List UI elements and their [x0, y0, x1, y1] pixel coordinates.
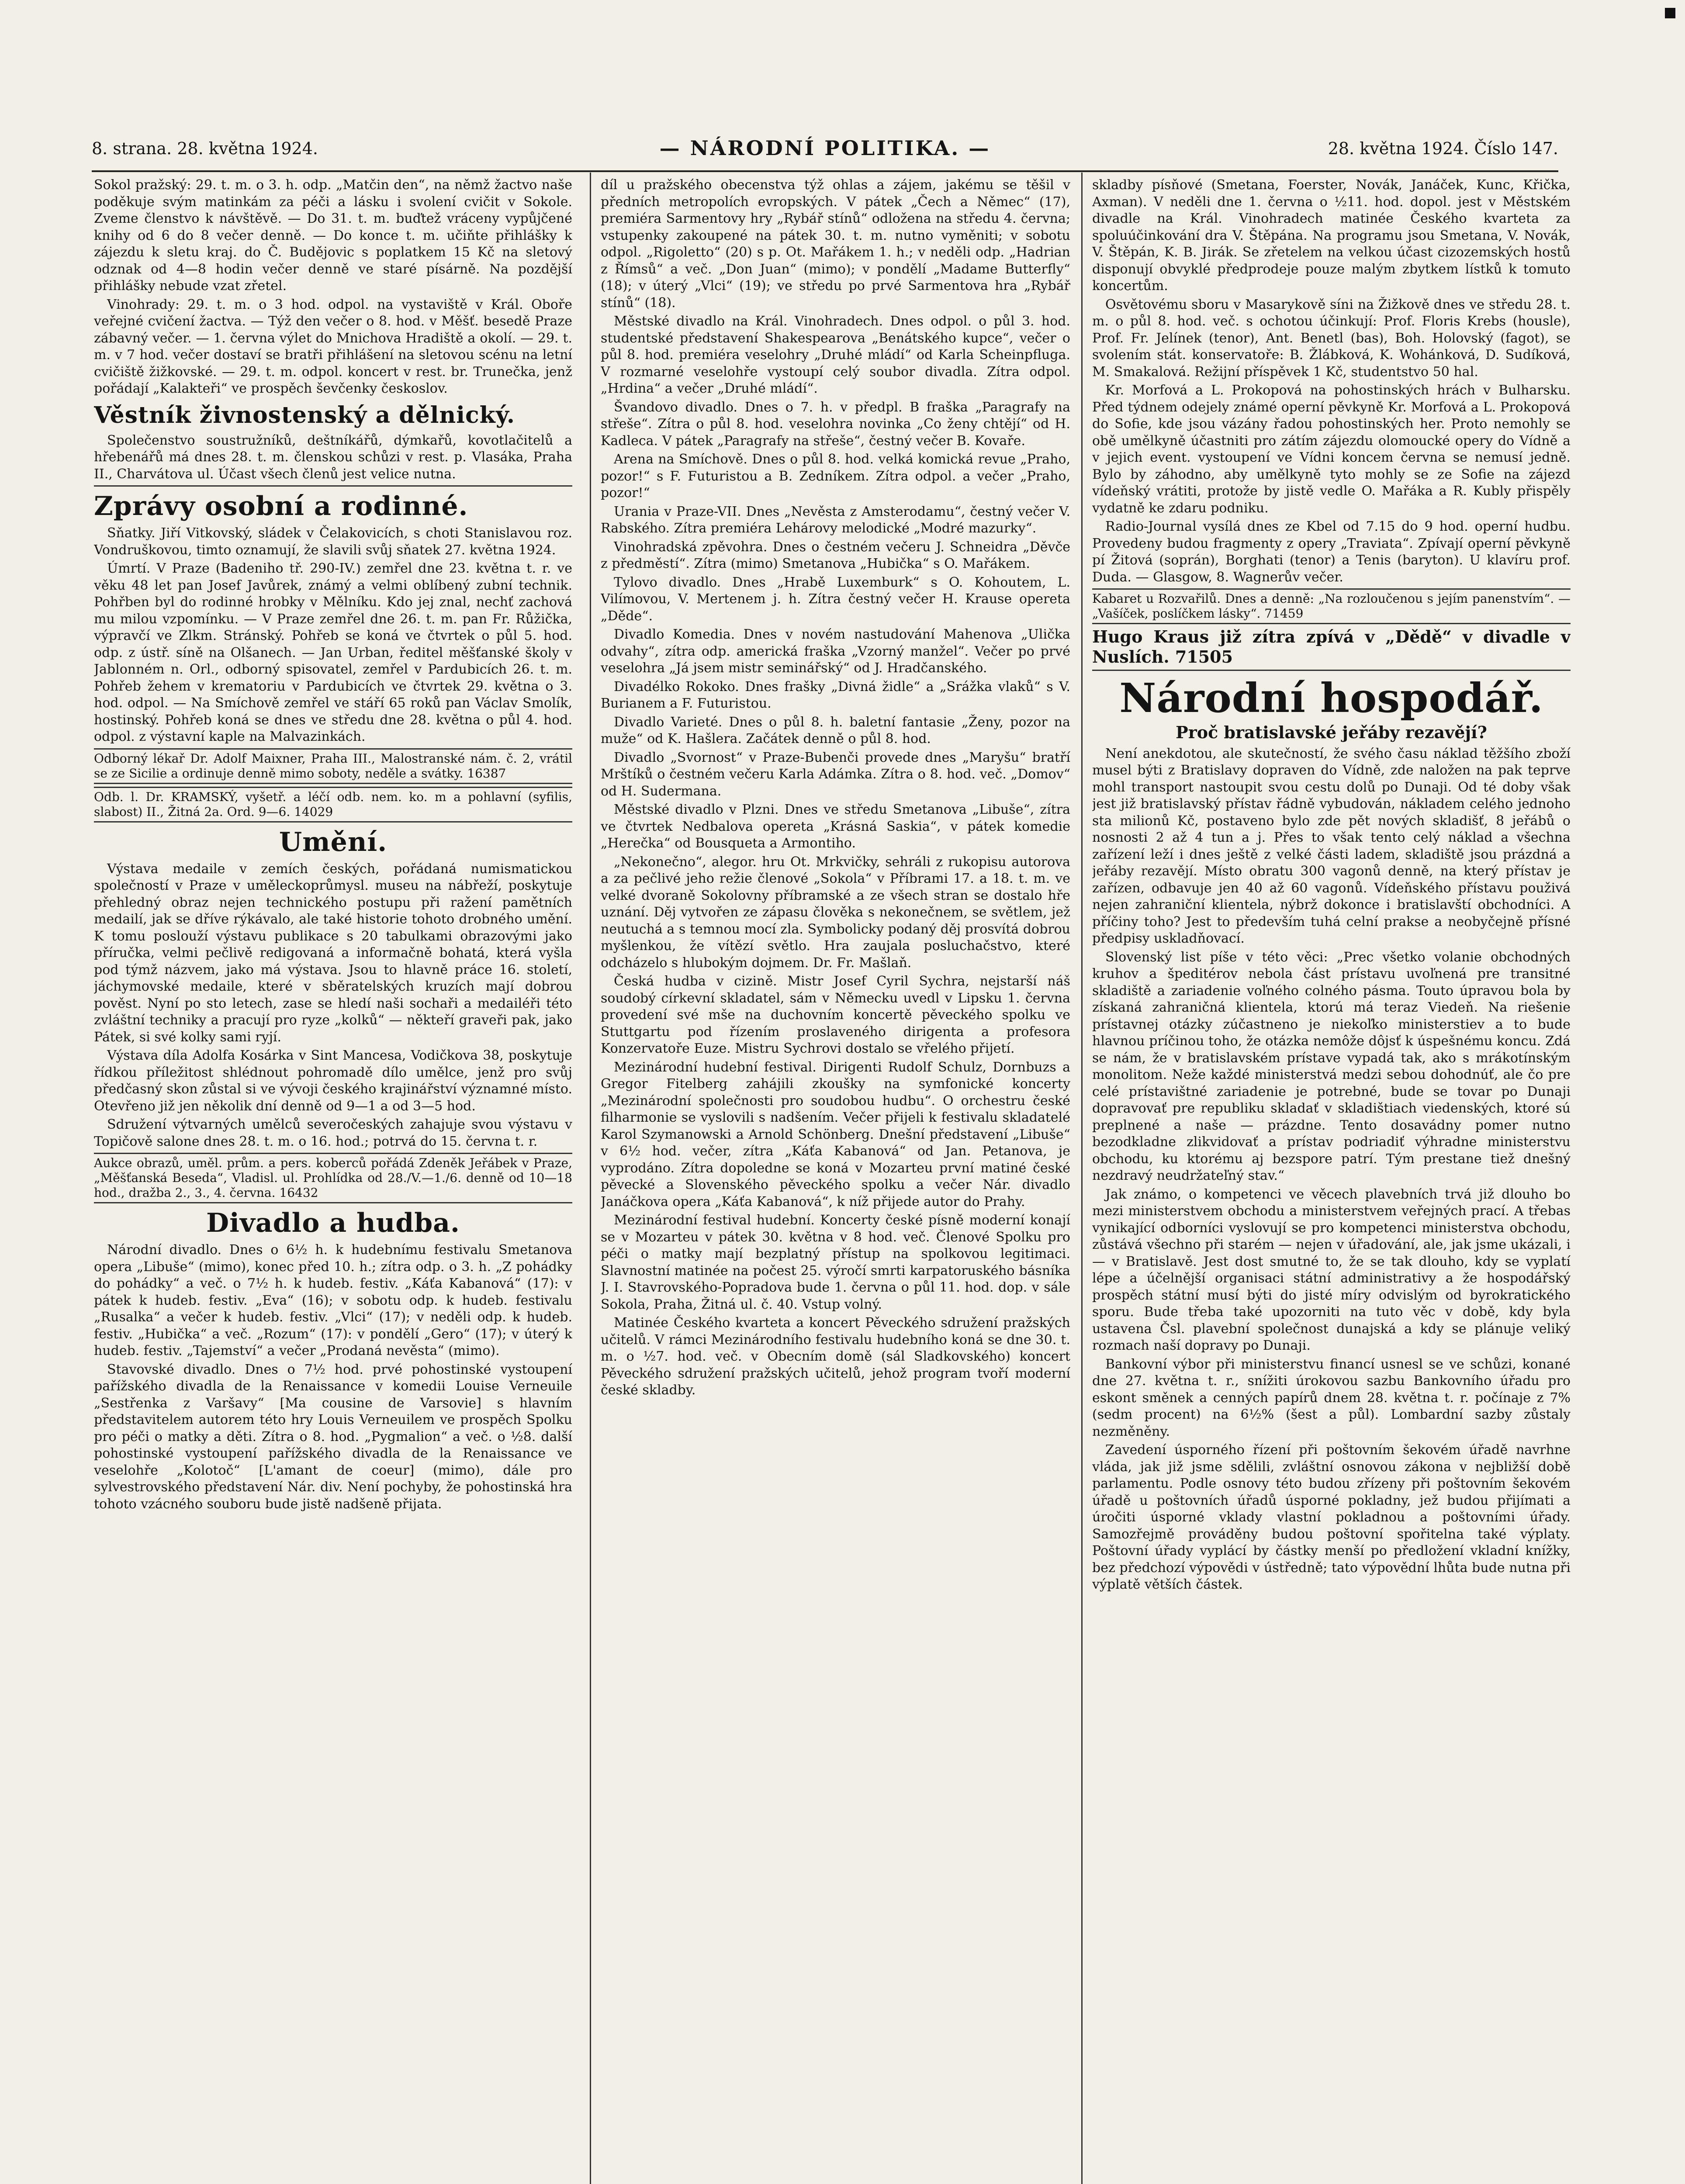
article-tylovo: Tylovo divadlo. Dnes „Hrabě Luxemburk“ s O. Kohoutem, L. Vilímovou, V. Mertenem j. h. Zítra čestný večer H. Krause opereta „Děde“. — [601, 574, 1070, 624]
column-divider — [1081, 173, 1083, 2184]
column-divider — [590, 173, 591, 2184]
article-rokoko: Divadélko Rokoko. Dnes frašky „Divná židle“ a „Srážka vlaků“ s V. Burianem a F. Futuristou. — [601, 679, 1070, 711]
article-osvetovy-sbor: Osvětovému sboru v Masarykově síni na Žižkově dnes ve středu 28. t. m. o půl 8. hod. več. s ochotou účinkují: Prof. Floris Krebs (housle), Prof. Fr. Jelínek (tenor), Ant. Benetl (bas), Boh. Holovský (fagot), se svolením stát. konservatoře: B. Žlábková, K. Wohánková, D. Sudíková, M. Smakalová. Režijní příspěvek 1 Kč, studentstvo 50 hal. — [1092, 297, 1571, 380]
column-2 — [601, 177, 1070, 2184]
section-heading-vestnik: Věstník živnostenský a dělnický. — [94, 401, 516, 429]
column-1 — [94, 177, 572, 2184]
page-date-left: 8. strana. 28. května 1924. — [92, 139, 318, 158]
header-rule — [92, 170, 1558, 172]
article-morfova: Kr. Morfová a L. Prokopová na pohostinských hrách v Bulharsku. Před týdnem odejely známé operní pěvkyně Kr. Morfová a L. Prokopová do Sofie, kde jsou vázány řadou pohostinských her. Proto nemohly se obě umělkyně účastniti pro zátím zájezdu olomoucké opery do Vídně a v jejich event. vystoupení ve Vídni koncem června se nemusí jedně. Bylo by záhodno, aby umělkyně tyto mohly se ze Sofie na zájezd vídeňský vrátiti, protože by jistě vedle O. Mařáka a R. Kubly přispěly vydatně ke zdaru podniku. — [1092, 383, 1571, 516]
article-vinohradska-zpevohra: Vinohradská zpěvohra. Dnes o čestném večeru J. Schneidra „Děvče z předměstí“. Zítra (mimo) Smetanova „Hubička“ s O. Mařákem. — [601, 539, 1070, 571]
article-mestske-divadlo: Městské divadlo na Král. Vinohradech. Dnes odpol. o půl 3. hod. studentské představení Shakespearova „Benátského kupce“, večer o půl 8. hod. premiéra veselohry „Druhé mládí“ od Karla Scheinpfluga. V rozmarné veselohře vystoupí celý soubor divadla. Zítra odpol. „Hrdina“ a večer „Druhé mládí“. — [601, 314, 1070, 396]
ad-hugo-kraus: Hugo Kraus již zítra zpívá v „Dědě“ v divadle v Nuslích. 71505 — [1092, 627, 1571, 671]
corner-mark — [1665, 8, 1675, 18]
article-svandovo: Švandovo divadlo. Dnes o 7. h. v předpl. B fraška „Paragrafy na střeše“. Zítra o půl 8. hod. veselohra novinka „Co ženy chtějí“ od H. Kadleca. V pátek „Paragrafy na střeše“, čestný večer B. Kovaře. — [601, 399, 1070, 449]
article-matinee: Matinée Českého kvarteta a koncert Pěveckého sdružení pražských učitelů. V rámci Mezinárodního festivalu hudebního koná se dne 30. t. m. o ½7. hod. več. v Obecním domě (sál Sladkovského) koncert Pěveckého sdružení pražských učitelů, jehož program tvoří moderní české skladby. — [601, 1315, 1070, 1398]
article-umrti: Úmrtí. V Praze (Badeniho tř. 290-IV.) zemřel dne 23. května t. r. ve věku 48 let pan Josef Javůrek, známý a velmi oblíbený zubní technik. Pohřben byl do rodinné hrobky v Mělníku. Kdo jej znal, nechť zachová mu milou vzpomínku. — V Praze zemřel dne 26. t. m. pan Fr. Růžička, výpravčí ve Zlkm. Stránský. Pohřeb se koná ve čtvrtek o půl 5. hod. odp. z ústř. síně na Olšanech. — Jan Urban, ředitel měšťanské školy v Jablonném n. Orl., odborný spisovatel, zemřel v Pardubicích 26. t. m. Pohřeb žehem v krematoriu v Pardubicích ve čtvrtek 29. května o 3. hod. odpol. — Na Smíchově zemřel ve stáří 65 roků pan Václav Smolík, hostinský. Pohřeb koná se dnes ve středu dne 28. května o půl 4. hod. odpol. z výstavní kaple na Malvazinkách. — [94, 561, 572, 744]
article-arena: Arena na Smíchově. Dnes o půl 8. hod. velká komická revue „Praho, pozor!“ s F. Futuristou a B. Zedníkem. Zítra odpol. a večer „Praho, pozor!“ — [601, 452, 1070, 501]
section-heading-divadlo: Divadlo a hudba. — [206, 1208, 460, 1238]
masthead-title: — NÁRODNÍ POLITIKA. — — [659, 136, 991, 160]
article-hospodar-1: Není anekdotou, ale skutečností, že svého času náklad těžšího zboží musel býti z Bratislavy dopraven do Vídně, zde naložen na pak teprve mohl transport nastoupit svou cestu dolů po Dunaji. Od té doby však jest již bratislavský přístav řádně vybudován, nákladem celého jednoho sta milionů Kč, postaveno bylo zde pět nových skladišť, 8 jeřábů o nosnosti 2 až 4 tun a j. Přes to však tento celý náklad a všechna zařízení leží i dnes ještě z velké části ladem, skladiště jsou prázdná a jeřáby rezavějí. Místo obratu 300 vagonů denně, na který přístav je zařízen, odbavuje jen 40 až 60 vagonů. Vídeňského přístavu použivá nejen zahraniční klientela, nýbrž dokonce i bratislavští obchodníci. A příčiny toho? Jest to především tuhá celní prakse a neobyčejně přísné předpisy uskladňovací. — [1092, 746, 1571, 946]
article-komedia: Divadlo Komedia. Dnes v novém nastudování Mahenova „Ulička odvahy“, zítra odp. americká fraška „Vzorný manžel“. Večer po prvé veselohra „Já jsem mistr seminářský“ od J. Hradčanského. — [601, 627, 1070, 676]
section-heading-zpravy: Zprávy osobní a rodinné. — [94, 491, 468, 522]
divider — [94, 485, 572, 487]
article-subheading: Proč bratislavské jeřáby rezavějí? — [1176, 722, 1487, 742]
article-snatky: Sňatky. Jiří Vitkovský, sládek v Čelakovicích, s choti Stanislavou roz. Vondruškovou, timto oznamují, že slavili svůj sňatek 27. května 1924. — [94, 525, 572, 558]
article-umeni-sdruzeni: Sdružení výtvarných umělců severočeských zahajuje svou výstavu v Topičově salone dnes 28. t. m. o 16. hod.; potrvá do 15. června t. r. — [94, 1117, 572, 1149]
ad-maixner: Odborný lékař Dr. Adolf Maixner, Praha III., Malostranské nám. č. 2, vrátil se ze Sicilie a ordinuje denně mimo soboty, neděle a svátky. 16387 — [94, 748, 572, 784]
article-mezinarodni-festival: Mezinárodní hudební festival. Dirigenti Rudolf Schulz, Dornbuzs a Gregor Fitelberg zahájili zkoušky na symfonické koncerty „Mezinárodní společnosti pro soudobou hudbu“. O orchestru české filharmonie se vyslovili s nadšením. Večer přijeli k festivalu skladatelé Karol Szymanowski a Arnold Schönberg. Dnešní představení „Libuše“ v 6½ hod. večer, zítra „Káťa Kabanová“ od Jan. Petanova, je vyprodáno. Zítra dopoledne se koná v Mozarteu první matiné české pěvecké a Slovenského pěveckého spolku a večer Nár. divadlo Janáčkova opera „Káťa Kabanová“, k níž přijede autor do Prahy. — [601, 1059, 1070, 1209]
page-date-number: 28. května 1924. Číslo 147. — [1328, 139, 1558, 158]
article-hospodar-3: Jak známo, o kompetenci ve věcech plavebních trvá již dlouho bo mezi ministerstvem obchodu a ministerstvem veřejných prací. A třebas vynikající odborníci vyslovují se pro kompetenci ministerstva obchodu, zůstává všechno při starém — nejen v úřadování, ale, jak jsme ukázali, i — v Bratislavě. Jest dost smutné to, že se tak dlouho, kdy se vyplatí lépe a účelnější organisaci státní administrativy a že hospodářský prospěch státní musí býti do jisté míry odvislým od byrokratického sporu. Bude třeba také upozorniti na tuto věc v době, kdy byla ustavena Čsl. plavební společnost dunajská a kdy se plánuje veliký rozmach naší dopravy po Dunaji. — [1092, 1186, 1571, 1353]
article-vinohrady: Vinohrady: 29. t. m. o 3 hod. odpol. na vystaviště v Král. Oboře veřejné cvičení žactva. — Týž den večer o 8. hod. v Měšť. besedě Praze zábavný večer. — 1. června výlet do Mnichova Hradiště a okolí. — 29. t. m. v 7 hod. večer dostaví se bratři přihlášení na sletovou scénu na letní cvičiště žižkovské. — 29. t. m. odpol. koncert v rest. br. Trunečka, jenž pořádají „Kalakteři“ ve prospěch ševčenky českoslov. — [94, 297, 572, 396]
article-narodni-divadlo: Národní divadlo. Dnes o 6½ h. k hudebnímu festivalu Smetanova opera „Libuše“ (mimo), konec před 10. h.; zítra odp. o 3. h. „Z pohádky do pohádky“ a več. o 7½ h. k hudeb. festiv. „Káťa Kabanová“ (17): v pátek k hudeb. festiv. „Eva“ (16); v sobotu odp. k hudeb. festivalu „Rusalka“ a večer k hudeb. festiv. „Vlci“ (17); v neděli odp. k hudeb. festiv. „Hubička“ a več. „Rozum“ (17): v pondělí „Gero“ (17); v úterý k hudeb. festiv. „Tajemství“ a večer „Prodaná nevěsta“ (mimo). — [94, 1242, 572, 1358]
article-variete: Divadlo Varieté. Dnes o půl 8. h. baletní fantasie „Ženy, pozor na muže“ od K. Hašlera. Začátek denně o půl 8. hod. — [601, 714, 1070, 746]
ad-aukce: Aukce obrazů, uměl. prům. a pers. koberců pořádá Zdeněk Jeřábek v Praze, „Měšťanská Beseda“, Vladisl. ul. Prohlídka od 28./V.—1./6. denně od 10—18 hod., dražba 2., 3., 4. června. 16432 — [94, 1153, 572, 1203]
column-3 — [1092, 177, 1571, 2184]
article-nekonecno: „Nekonečno“, alegor. hru Ot. Mrkvičky, sehráli z rukopisu autorova a za pečlivé jeho režie členové „Sokola“ v Příbrami 17. a 18. t. m. ve velké dvoraně Sokolovny příbramské a ze všech stran se dostalo hře uznání. Děj vytvořen ze zápasu člověka s nekonečnem, se světlem, jež neutuchá a s temnou mocí zla. Symbolicky podaný děj prosvítá dobrou myšlenkou, že vítězí světlo. Hra zaujala posluchačstvo, které odcházelo s hlubokým dojmem. Dr. Fr. Mašlaň. — [601, 854, 1070, 971]
article-festival-hudebni: Mezinárodní festival hudební. Koncerty české písně moderní konají se v Mozarteu v pátek 30. května v 8 hod. več. Členové Spolku pro péči o matky mají bezplatný přístup na spolkovou legitimaci. Slavnostní matinée na počest 25. výročí smrti karpatoruského básníka J. I. Stavrovského-Popradova bude 1. června o půl 11. hod. dop. v sále Sokola, Praha, Žitná ul. č. 40. Vstup volný. — [601, 1213, 1070, 1312]
ad-kabaret: Kabaret u Rozvařilů. Dnes a denně: „Na rozloučenou s jejím panenstvím“. — „Vašíček, poslíčkem lásky“. 71459 — [1092, 588, 1571, 624]
page-header — [92, 136, 1558, 174]
article-continued: díl u pražského obecenstva týž ohlas a zájem, jakému se těšil v předních metropolích evropských. V pátek „Čech a Němec“ (17), premiéra Sarmentovy hry „Rybář stínů“ odložena na středu 4. června; vstupenky zakoupené na pátek 30. t. m. nutno vyměniti; v sobotu odpol. „Rigoletto“ (20) s p. Ot. Mařákem 1. h.; v neděli odp. „Hadrian z Římsů“ a več. „Don Juan“ (mimo); v pondělí „Madame Butterfly“ (18); v úterý „Vlci“ (19); ve středu po prvé Sarmentova hra „Rybář stínů“ (18). — [601, 177, 1070, 311]
article-vestnik: Společenstvo soustružníků, deštníkářů, dýmkařů, kovotlačitelů a hřebenářů má dnes 28. t. m. členskou schůzi v rest. p. Vlasáka, Praha II., Charvátova ul. Účast všech členů jest velice nutna. — [94, 432, 572, 482]
section-heading-hospodar: Národní hospodář. — [1119, 674, 1543, 722]
section-heading-umeni: Umění. — [279, 826, 388, 857]
article-umeni-medaile: Výstava medaile v zemích českých, pořádaná numismatickou společností v Praze v uměleckoprůmysl. museu na nábřeží, poskytuje přehledný obraz nejen technického postupu při ražení pamětních medailí, jak se dříve rýkávalo, ale také historie tohoto drobného umění. K tomu poslouží výstavu publikace s 20 tabulkami obrazovými jako příručka, velmi pečlivě redigovaná a informačně bohatá, která vyšla pod týmž názvem, jako má výstava. Jsou to hlavně práce 16. století, jáchymovské medaile, které v sběratelských kruzích mají dobrou pověst. Nyní po sto letech, zase se hledí naši sochaři a medailéři této zvláštní techniky a pracují pro ryze „kolků“ — někteří graveři pak, jako Pátek, si své kolky sami ryjí. — [94, 861, 572, 1045]
article-postovni-sporitelna: Zavedení úsporného řízení při poštovním šekovém úřadě navrhne vláda, jak již jsme sdělili, zvláštní osnovou zákona v nejbližší době parlamentu. Podle osnovy této budou zřízeny při poštovním šekovém úřadě u poštovních úřadů úsporné pokladny, jež budou přijímati a úročiti úsporné vklady vlastní pokladnou a poštovními úřady. Samozřejmě prováděny budou poštovní spořitelna také výplaty. Poštovní úřady vyplácí by částky menší po předložení vkladní knížky, bez předchozí výpovědi v ústředně; tato výpovědní lhůta bude nutna při výplatě větších částek. — [1092, 1442, 1571, 1592]
article-sokol: Sokol pražský: 29. t. m. o 3. h. odp. „Matčin den“, na němž žactvo naše poděkuje svým matinkám za péči a lásku i svolení cvičit v Sokole. Zveme členstvo k návštěvě. — Do 31. t. m. buďtež vráceny vypůjčené knihy od 6 do 8 večer denně. — Do konce t. m. učiňte přihlášky k zájezdu k sletu kraj. do Č. Budějovic s poplatkem 15 Kč na sletový odznak od 4—8 hodin večer denně ve staré písárně. Na pozdější přihlášky nebude vzat zřetel. — [94, 177, 572, 294]
article-stavovske-divadlo: Stavovské divadlo. Dnes o 7½ hod. prvé pohostinské vystoupení pařížského divadla de la Renaissance v komedii Louise Verneuile „Sestřenka z Varšavy“ [Ma cousine de Varsovie] s hlavním představitelem autorem této hry Louis Verneuilem ve prospěch Spolku pro péči o matky a děti. Zítra o 8. hod. „Pygmalion“ a več. o ½8. další pohostinské vystoupení pařížského divadla de la Renaissance ve veselohře „Kolotoč“ [L'amant de coeur] (mimo), dále pro sylvestrovského představení Nár. div. Není pochyby, že pohostinská hra tohoto vzácného souboru bude jistě nadšeně přijata. — [94, 1362, 572, 1512]
article-umeni-kosarek: Výstava díla Adolfa Kosárka v Sint Mancesa, Vodičkova 38, poskytuje řídkou příležitost shlédnout pohromadě dílo umělce, jenž pro svůj předčasný skon zůstal si ve vývoji českého krajinářství významné místo. Otevřeno již jen několik dní denně od 9—1 a od 3—5 hod. — [94, 1048, 572, 1114]
ad-kramsky: Odb. l. Dr. KRAMSKÝ, vyšetř. a léčí odb. nem. ko. m a pohlavní (syfilis, slabost) II., Žitná 2a. Ord. 9—6. 14029 — [94, 787, 572, 822]
article-skladby: skladby písňové (Smetana, Foerster, Novák, Janáček, Kunc, Křička, Axman). V neděli dne 1. června o ½11. hod. dopol. jest v Městském divadle na Král. Vinohradech matinée Českého kvarteta za spoluúčinkování dra V. Štěpána. Na programu jsou Smetana, V. Novák, V. Štěpán, K. B. Jirák. Se zřetelem na velkou účast cizozemských hostů disponují obvyklé předprodeje pouze malým zbytkem lístků k tomuto koncertům. — [1092, 177, 1571, 294]
article-svornost: Divadlo „Svornost“ v Praze-Bubenči provede dnes „Maryšu“ bratří Mrštíků o čestném večeru Karla Adámka. Zítra o 8. hod. več. „Domov“ od H. Sudermana. — [601, 750, 1070, 799]
article-radio-journal: Radio-Journal vysílá dnes ze Kbel od 7.15 do 9 hod. operní hudbu. Provedeny budou fragmenty z opery „Traviata“. Zpívají operní pěvkyně pí Žitová (soprán), Borghati (tenor) a Tenis (baryton). U klavíru prof. Duda. — Glasgow, 8. Wagnerův večer. — [1092, 519, 1571, 585]
article-ceska-hudba: Česká hudba v cizině. Mistr Josef Cyril Sychra, nejstarší náš soudobý církevní skladatel, sám v Německu uvedl v Lipsku 1. června provedení své mše na duchovním koncertě pěveckého spolku ve Stuttgartu pod řízením proslaveného dirigenta a profesora Konzervatoře Euze. Mistru Sychrovi dostalo se vřelého přijetí. — [601, 974, 1070, 1056]
article-hospodar-2: Slovenský list píše v této věci: „Prec všetko volanie obchodných kruhov a špeditérov nebola část prístavu uvoľnená pre transitné skladiště a zariadenie voľného colného pásma. Touto úpravou bola by získaná zahraničná klientela, ktorú má teraz Viedeň. Na riešenie prístavnej otázky zúčastneno je niekoľko ministerstiev a to bude hlavnou príčinou toho, že otázka nemôže dôjsť k úspešnému koncu. Zdá se nám, že v bratislavském prístave vypadá tak, ako s mrákotínským monolitom. Neže každé ministerstvá medzi sebou dohodnúť, ale čo pre celé prístavištné zariadenie je potrebné, bude se tovar po Dunaji dopravovať pre republiku skladať v skladištiach viedenských, ktoré sú preplnené a naše — prázdne. Tento dosavádny pomer nutno bezodkladne zlikvidovať a prístav podriadiť výhradne ministerstvu obchodu, ku ktorému aj bezspore patrí. Tým prestane tiež dnešný nezdravý neudržateľný stav.“ — [1092, 949, 1571, 1183]
article-urania: Urania v Praze-VII. Dnes „Nevěsta z Amsterodamu“, čestný večer V. Rabského. Zítra premiéra Lehárovy melodické „Modré mazurky“. — [601, 504, 1070, 536]
article-plzen: Městské divadlo v Plzni. Dnes ve středu Smetanova „Libuše“, zítra ve čtvrtek Nedbalova opereta „Krásná Saskia“, v pátek komedie „Herečka“ od Bousqueta a Armontiho. — [601, 802, 1070, 851]
article-bankovni-vybor: Bankovní výbor při ministerstvu financí usnesl se ve schůzi, konané dne 27. května t. r., snížiti úrokovou sazbu Bankovního úřadu pro eskont směnek a cenných papírů dnem 28. května t. r. počínaje z 7% (sedm procent) na 6½% (šest a půl). Lombardní sazby zůstaly nezměněny. — [1092, 1356, 1571, 1439]
